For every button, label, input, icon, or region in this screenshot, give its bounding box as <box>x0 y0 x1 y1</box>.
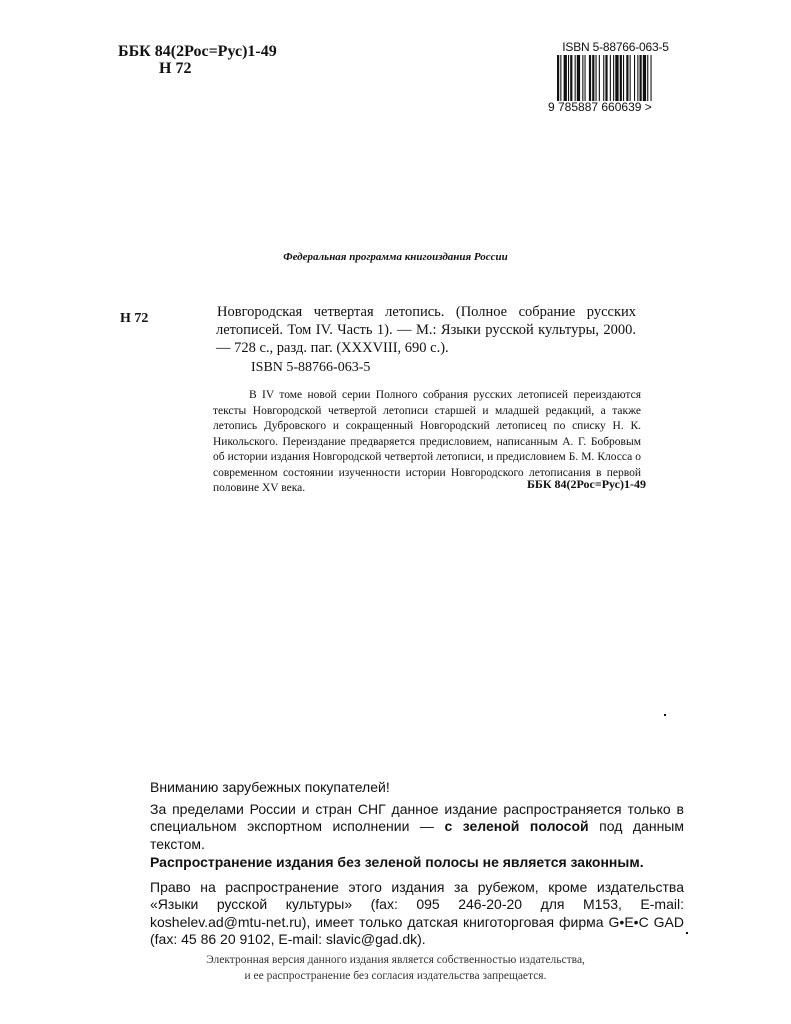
ean-digits: 9 785887 660639 > <box>548 100 652 114</box>
copyright-footer <box>0 952 791 984</box>
bbk-header <box>118 43 277 77</box>
notice-paragraph-1 <box>150 801 684 854</box>
isbn-barcode-block <box>548 40 683 114</box>
scan-speck <box>686 932 688 934</box>
notice-p1-start: За пределами России и стран СНГ данное издание распространяется только в специальном экспортном исполнении — <box>150 800 684 834</box>
bbk-code: ББК 84(2Рос=Рус)1-49 <box>118 43 277 60</box>
notice-paragraph-2: Распространение издания без зеленой полосы не является законным. <box>150 854 644 870</box>
barcode-image <box>556 55 676 101</box>
notice-p1-end: под данным текстом. <box>150 818 684 852</box>
annotation: В IV томе новой серии Полного собрания русских летописей переиздаются тексты Новгородской четвертой летописи старшей и младшей редакций, а также летопись Дубровского и сокращенный Новгородский летописец по списку Н. К. Никольского. Переиздание предваряется предисловием, написанным А. Г. Бобровым об истории издания Новгородской четвертой летописи, и предисловием Б. М. Клосса о современном состоянии изученности истории Новгородского летописания в первой половине XV века. <box>213 389 641 494</box>
foreign-buyers-notice <box>150 779 684 949</box>
catalog-isbn: ISBN 5-88766-063-5 <box>251 360 371 375</box>
footer-line-2: и ее распространение без согласия издательства запрещается. <box>244 970 547 982</box>
catalog-author-mark: Н 72 <box>120 311 149 326</box>
scan-speck <box>664 714 666 716</box>
program-line: Федеральная программа книгоиздания России <box>283 251 508 263</box>
footer-line-1: Электронная версия данного издания является собственностью издательства, <box>206 954 585 966</box>
notice-p1-bold: с зеленой полосой <box>444 818 589 834</box>
author-mark: Н 72 <box>159 60 192 77</box>
notice-paragraph-3: Право на распространение этого издания за рубежом, кроме издательства «Языки русской культуры» (fax: 095 246-20-20 для М153, E-mail: koshelev.ad@mtu-net.ru), имеет только датская книготорговая фирма G•E•C GAD (fax: 45 86 20 9102, E-mail: slavic@gad.dk). <box>150 878 684 947</box>
bibliographic-description <box>216 303 636 357</box>
isbn-label: ISBN 5-88766-063-5 <box>562 40 669 54</box>
notice-heading: Вниманию зарубежных покупателей! <box>150 779 390 795</box>
catalog-bbk: ББК 84(2Рос=Рус)1-49 <box>526 477 646 491</box>
description-text: Новгородская четвертая летопись. (Полное собрание русских летописей. Том IV. Часть 1). — М.: Языки русской культуры, 2000. — 728 с., разд. паг. (XXXVIII, 690 с.). <box>216 304 636 356</box>
